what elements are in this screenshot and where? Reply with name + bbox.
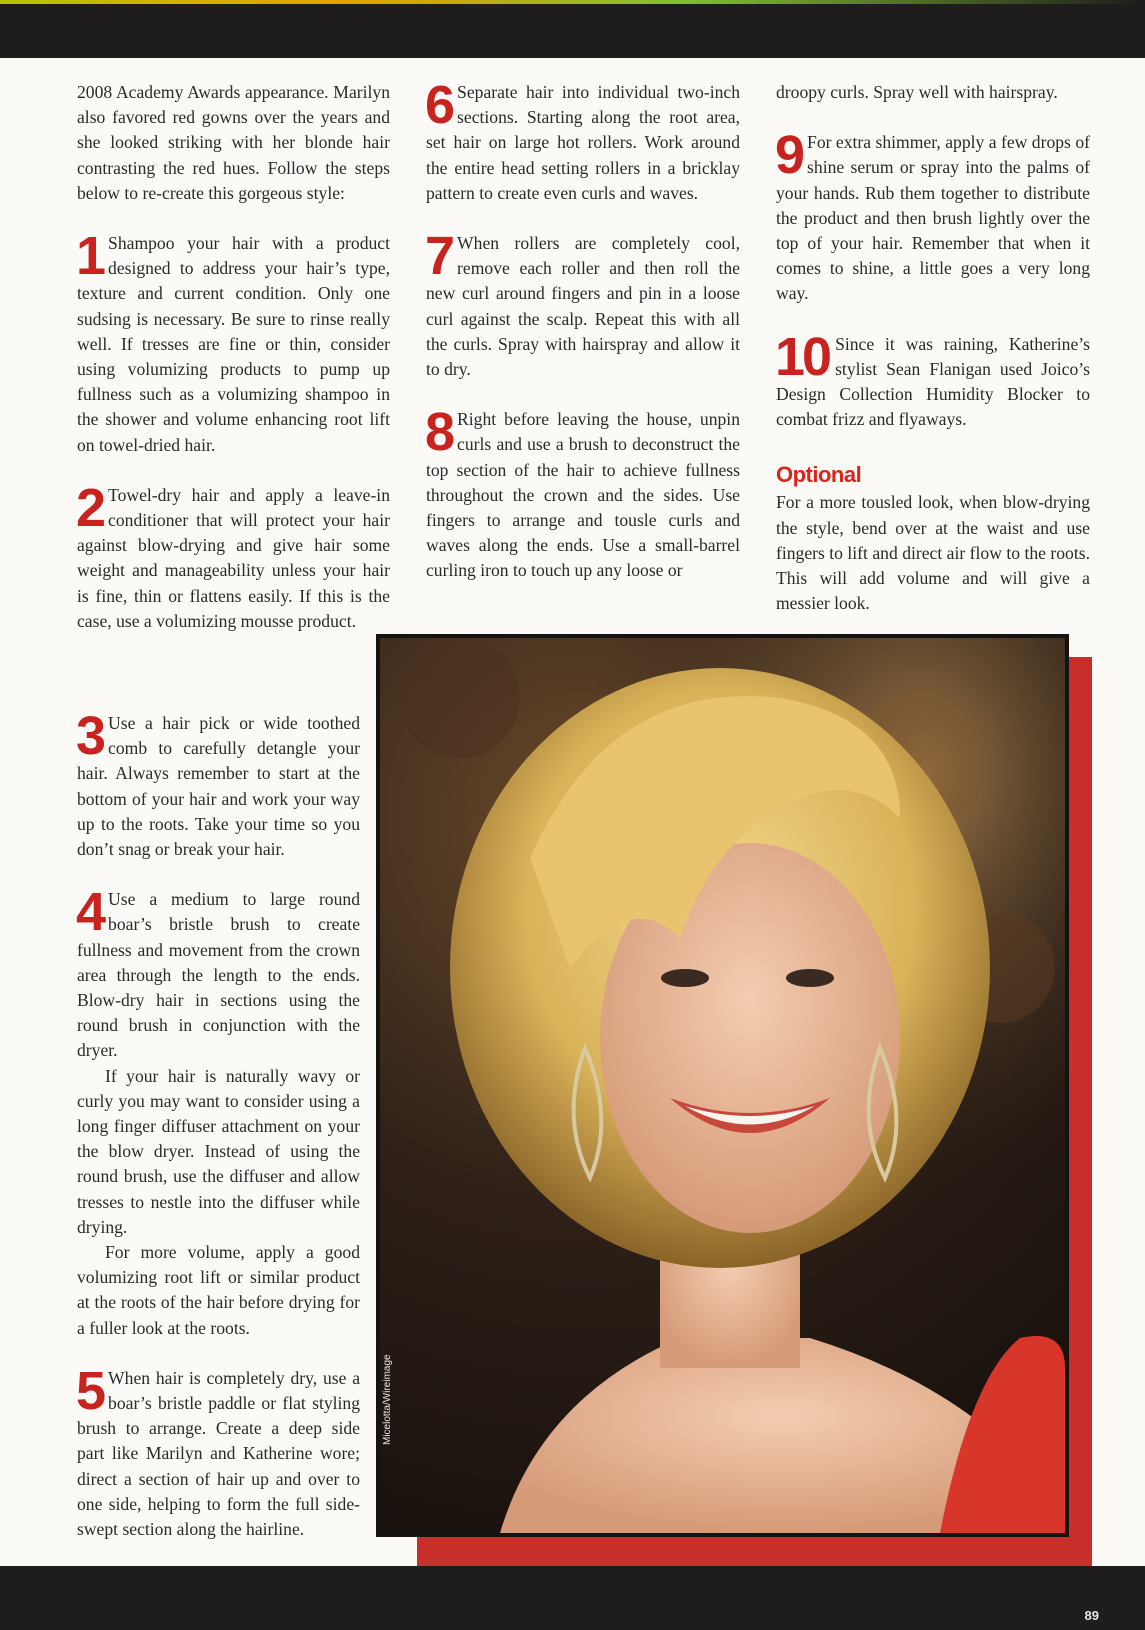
step-number: 7 [425,226,456,287]
step-number: 3 [76,706,107,766]
step-text: When hair is completely dry, use a boar’s bristle paddle or flat styling brush to arrange. Create a deep side part like Marilyn and Katherine wore; direct a section of hair up and over to one side, helping to form the full side-swept section along the hairline. [77,1367,360,1540]
step-4-extra-1: If your hair is naturally wavy or curly you may want to consider using a long finger diffuser attachment on your the blow dryer. Instead of using the round brush, use the diffuser and allow tresses to nestle into the diffuser while drying. [77,1065,360,1237]
step-4-extra-2: For more volume, apply a good volumizing root lift or similar product at the roots of the hair before drying for a fuller look at the roots. [77,1242,360,1338]
step-2 [76,477,390,634]
step-10 [775,326,1090,433]
step-9 [775,125,1090,306]
column-2 [425,75,740,584]
step-3 [76,706,360,862]
step-number: 9 [775,125,806,186]
portrait-illustration [380,638,1065,1533]
step-text: Use a hair pick or wide toothed comb to carefully detangle your hair. Always remember to start at the bottom of your hair and work your way up to the roots. Take your time so you don’t snag or break your hair. [77,713,360,860]
column-3 [776,80,1090,616]
step-number: 6 [425,75,456,135]
step-8-continued: droopy curls. Spray well with hairspray. [776,82,1058,102]
bottom-bar [0,1566,1145,1630]
top-bar [0,0,1145,58]
step-number: 5 [76,1360,107,1421]
step-number: 1 [76,226,107,287]
optional-heading: Optional [776,462,862,488]
top-color-stripe [0,0,1145,4]
step-4 [76,882,360,1063]
step-text: For extra shimmer, apply a few drops of shine serum or spray into the palms of your hands. Rub them together to distribute the product and then brush lightly over the top of your hair. Remember that when it comes to shine, a little goes a very long way. [776,132,1090,304]
step-6 [425,75,740,206]
column-1-narrow [76,706,360,1542]
step-8 [425,402,740,583]
step-text: Separate hair into individual two-inch sections. Starting along the root area, set hair on large hot rollers. Work around the entire head setting rollers in a bricklay pattern to create even curls and waves. [426,82,740,203]
step-number: 4 [76,882,107,943]
portrait-photo [376,634,1069,1537]
step-number: 2 [76,477,107,538]
step-text: Use a medium to large round boar’s bristle brush to create fullness and movement from the crown area through the length to the ends. Blow-dry hair in sections using the round brush in conjunction with the dryer. [77,889,360,1061]
step-number: 8 [425,402,456,463]
step-7 [425,226,740,382]
step-5 [76,1360,360,1542]
step-text: Towel-dry hair and apply a leave-in conditioner that will protect your hair against blow-drying and give hair some weight and manageability unless your hair is fine, thin or flattens easily. If this is the case, use a volumizing mousse product. [77,484,390,631]
step-number: 10 [775,326,830,387]
column-1 [77,80,390,634]
step-1 [76,226,390,458]
step-text: Shampoo your hair with a product designed to address your hair’s type, texture and current condition. Only one sudsing is necessary. Be sure to rinse really well. If tresses are fine or thin, consider using volumizing products to pump up fullness such as a volumizing shampoo in the shower and volume enhancing root lift on towel-dried hair. [77,233,390,455]
intro-paragraph: 2008 Academy Awards appearance. Marilyn also favored red gowns over the years and she looked striking with her blonde hair contrasting the red hues. Follow the steps below to re-create this gorgeous style: [77,82,390,203]
optional-text: For a more tousled look, when blow-drying the style, bend over at the waist and use fingers to lift and direct air flow to the roots. This will add volume and will give a messier look. [776,492,1090,614]
step-text: Right before leaving the house, unpin curls and use a brush to deconstruct the top section of the hair to achieve fullness throughout the crown and the sides. Use fingers to arrange and tousle curls and waves along the ends. Use a small-barrel curling iron to touch up any loose or [426,409,740,581]
step-text: When rollers are completely cool, remove each roller and then roll the new curl around fingers and pin in a loose curl against the scalp. Repeat this with all the curls. Spray with hairspray and allow it to dry. [426,233,740,380]
step-text: Since it was raining, Katherine’s stylist Sean Flanigan used Joico’s Design Collection Humidity Blocker to combat frizz and flyaways. [776,333,1090,430]
photo-image [380,638,1065,1533]
page-number: 89 [1084,1608,1099,1623]
